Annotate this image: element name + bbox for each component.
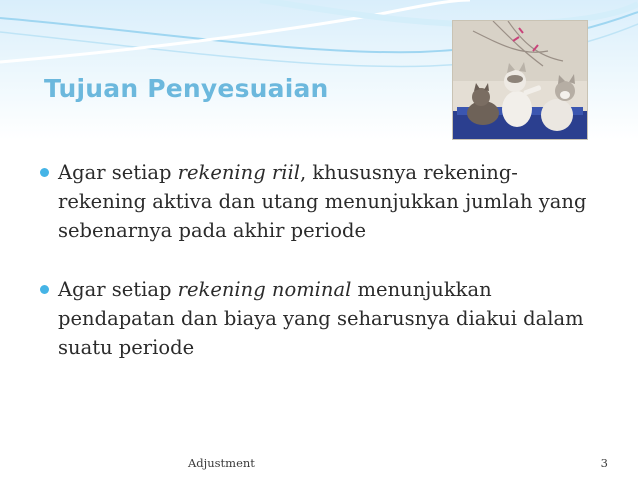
bullet-icon (40, 168, 49, 177)
bullet-item-rekening-nominal (40, 275, 600, 362)
slide-title: Tujuan Penyesuaian (44, 74, 329, 103)
bullet-emphasis: rekening nominal (177, 278, 352, 301)
bullet-text-prefix: Agar setiap (58, 278, 178, 301)
bullet-text-rest: , khususnya rekening-rekening aktiva dan utang menunjukkan jumlah yang sebenarnya pada akhir periode (58, 161, 587, 242)
page-number: 3 (600, 456, 608, 470)
bullet-icon (40, 285, 49, 294)
bullet-list (40, 158, 600, 392)
cats-photo (452, 20, 588, 140)
bullet-text-prefix: Agar setiap (58, 161, 178, 184)
bullet-item-rekening-riil (40, 158, 600, 245)
bullet-emphasis: rekening riil (177, 161, 300, 184)
footer-label: Adjustment (188, 456, 255, 470)
bullet-text-rest: menunjukkan pendapatan dan biaya yang seharusnya diakui dalam suatu periode (58, 278, 584, 359)
